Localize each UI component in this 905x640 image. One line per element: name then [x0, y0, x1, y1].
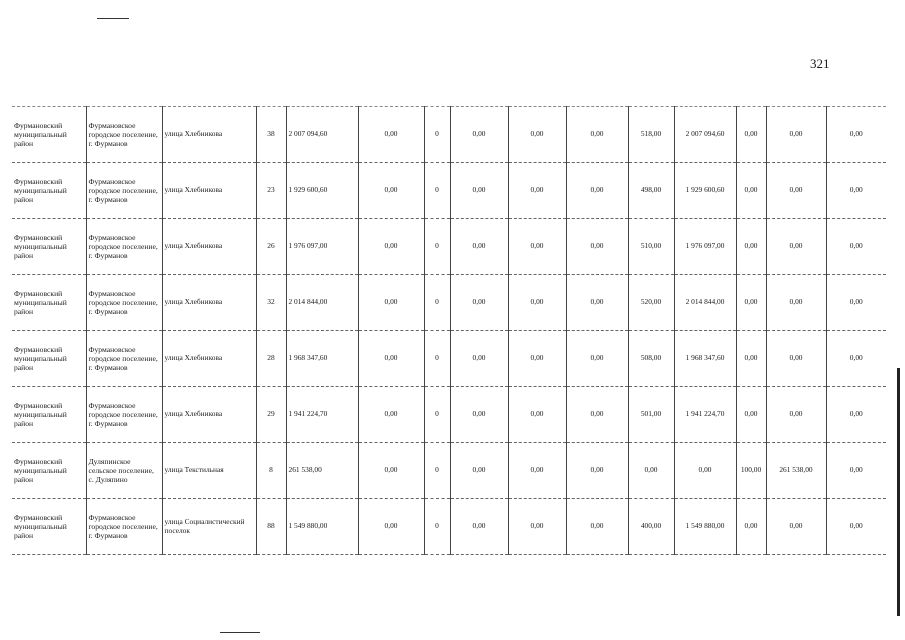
value-cell: 1 549 880,00 [674, 499, 736, 555]
value-cell: 0 [424, 387, 450, 443]
total-cost-cell: 2 007 094,60 [286, 107, 358, 163]
settlement-cell: Фурмановское городское поселение, г. Фурманов [86, 107, 162, 163]
value-cell: 0 [424, 219, 450, 275]
house-number-cell: 88 [256, 499, 286, 555]
value-cell: 0,00 [508, 163, 566, 219]
value-cell: 0,00 [736, 107, 766, 163]
value-cell: 0 [424, 275, 450, 331]
value-cell: 0,00 [566, 499, 628, 555]
value-cell: 0,00 [826, 107, 886, 163]
value-cell: 0,00 [826, 275, 886, 331]
value-cell: 0,00 [508, 443, 566, 499]
street-cell: улица Хлебникова [162, 387, 256, 443]
table-row [12, 219, 886, 275]
value-cell: 0,00 [508, 387, 566, 443]
district-cell: Фурмановский муниципальный район [12, 499, 86, 555]
value-cell: 0,00 [450, 275, 508, 331]
settlement-cell: Фурмановское городское поселение, г. Фурманов [86, 163, 162, 219]
value-cell: 0,00 [508, 275, 566, 331]
value-cell: 0,00 [450, 443, 508, 499]
total-cost-cell: 261 538,00 [286, 443, 358, 499]
district-cell: Фурмановский муниципальный район [12, 275, 86, 331]
value-cell: 0,00 [566, 107, 628, 163]
table-row [12, 387, 886, 443]
value-cell: 0,00 [736, 219, 766, 275]
district-cell: Фурмановский муниципальный район [12, 443, 86, 499]
street-cell: улица Хлебникова [162, 107, 256, 163]
settlement-cell: Фурмановское городское поселение, г. Фурманов [86, 499, 162, 555]
value-cell: 0,00 [766, 499, 826, 555]
value-cell: 0,00 [450, 499, 508, 555]
value-cell: 0,00 [508, 499, 566, 555]
value-cell: 0,00 [358, 499, 424, 555]
value-cell: 0,00 [450, 331, 508, 387]
value-cell: 261 538,00 [766, 443, 826, 499]
value-cell: 0,00 [450, 107, 508, 163]
value-cell: 0,00 [508, 219, 566, 275]
value-cell: 0,00 [628, 443, 674, 499]
value-cell: 501,00 [628, 387, 674, 443]
total-cost-cell: 1 941 224,70 [286, 387, 358, 443]
value-cell: 2 014 844,00 [674, 275, 736, 331]
street-cell: улица Хлебникова [162, 219, 256, 275]
value-cell: 0,00 [826, 443, 886, 499]
value-cell: 0,00 [826, 331, 886, 387]
value-cell: 0,00 [358, 331, 424, 387]
value-cell: 498,00 [628, 163, 674, 219]
total-cost-cell: 2 014 844,00 [286, 275, 358, 331]
value-cell: 0,00 [358, 219, 424, 275]
value-cell: 510,00 [628, 219, 674, 275]
value-cell: 0 [424, 331, 450, 387]
street-cell: улица Хлебникова [162, 331, 256, 387]
district-cell: Фурмановский муниципальный район [12, 107, 86, 163]
table-row [12, 499, 886, 555]
street-cell: улица Хлебникова [162, 275, 256, 331]
street-cell: улица Текстильная [162, 443, 256, 499]
district-cell: Фурмановский муниципальный район [12, 219, 86, 275]
value-cell: 2 007 094,60 [674, 107, 736, 163]
register-table [12, 106, 886, 555]
street-cell: улица Социалистический поселок [162, 499, 256, 555]
district-cell: Фурмановский муниципальный район [12, 387, 86, 443]
value-cell: 0,00 [736, 331, 766, 387]
house-number-cell: 38 [256, 107, 286, 163]
house-number-cell: 29 [256, 387, 286, 443]
value-cell: 0,00 [766, 219, 826, 275]
value-cell: 400,00 [628, 499, 674, 555]
house-number-cell: 32 [256, 275, 286, 331]
scan-mark-top [97, 18, 129, 19]
house-number-cell: 28 [256, 331, 286, 387]
value-cell: 0,00 [450, 219, 508, 275]
value-cell: 0,00 [358, 163, 424, 219]
table-row [12, 443, 886, 499]
total-cost-cell: 1 549 880,00 [286, 499, 358, 555]
value-cell: 0,00 [826, 219, 886, 275]
value-cell: 0,00 [566, 387, 628, 443]
table-row [12, 331, 886, 387]
total-cost-cell: 1 976 097,00 [286, 219, 358, 275]
value-cell: 0 [424, 163, 450, 219]
value-cell: 0,00 [450, 163, 508, 219]
scan-mark-bottom [220, 632, 260, 633]
value-cell: 0,00 [450, 387, 508, 443]
value-cell: 0,00 [566, 275, 628, 331]
street-cell: улица Хлебникова [162, 163, 256, 219]
value-cell: 0 [424, 107, 450, 163]
value-cell: 0,00 [766, 163, 826, 219]
value-cell: 0,00 [508, 331, 566, 387]
value-cell: 1 968 347,60 [674, 331, 736, 387]
value-cell: 0,00 [566, 443, 628, 499]
value-cell: 0,00 [766, 331, 826, 387]
total-cost-cell: 1 968 347,60 [286, 331, 358, 387]
settlement-cell: Фурмановское городское поселение, г. Фурманов [86, 331, 162, 387]
district-cell: Фурмановский муниципальный район [12, 331, 86, 387]
value-cell: 0,00 [566, 163, 628, 219]
value-cell: 0,00 [826, 387, 886, 443]
value-cell: 0,00 [508, 107, 566, 163]
settlement-cell: Фурмановское городское поселение, г. Фурманов [86, 275, 162, 331]
value-cell: 0,00 [736, 163, 766, 219]
value-cell: 0,00 [766, 387, 826, 443]
value-cell: 0,00 [358, 443, 424, 499]
value-cell: 0 [424, 443, 450, 499]
value-cell: 508,00 [628, 331, 674, 387]
table-row [12, 107, 886, 163]
value-cell: 0,00 [358, 387, 424, 443]
house-number-cell: 23 [256, 163, 286, 219]
settlement-cell: Фурмановское городское поселение, г. Фурманов [86, 219, 162, 275]
district-cell: Фурмановский муниципальный район [12, 163, 86, 219]
settlement-cell: Фурмановское городское поселение, г. Фурманов [86, 387, 162, 443]
value-cell: 0,00 [826, 163, 886, 219]
value-cell: 520,00 [628, 275, 674, 331]
value-cell: 0,00 [674, 443, 736, 499]
total-cost-cell: 1 929 600,60 [286, 163, 358, 219]
value-cell: 0,00 [766, 275, 826, 331]
value-cell: 1 941 224,70 [674, 387, 736, 443]
value-cell: 0,00 [358, 275, 424, 331]
value-cell: 0,00 [358, 107, 424, 163]
table-row [12, 275, 886, 331]
value-cell: 0,00 [826, 499, 886, 555]
value-cell: 0,00 [736, 387, 766, 443]
settlement-cell: Дуляпинское сельское поселение, с. Дуляпино [86, 443, 162, 499]
value-cell: 0,00 [736, 275, 766, 331]
value-cell: 0 [424, 499, 450, 555]
value-cell: 1 929 600,60 [674, 163, 736, 219]
value-cell: 0,00 [766, 107, 826, 163]
value-cell: 1 976 097,00 [674, 219, 736, 275]
page-number: 321 [810, 56, 830, 71]
scan-edge-bar [897, 368, 900, 616]
house-number-cell: 8 [256, 443, 286, 499]
value-cell: 0,00 [736, 499, 766, 555]
value-cell: 0,00 [566, 219, 628, 275]
value-cell: 100,00 [736, 443, 766, 499]
value-cell: 0,00 [566, 331, 628, 387]
table-row [12, 163, 886, 219]
value-cell: 518,00 [628, 107, 674, 163]
house-number-cell: 26 [256, 219, 286, 275]
